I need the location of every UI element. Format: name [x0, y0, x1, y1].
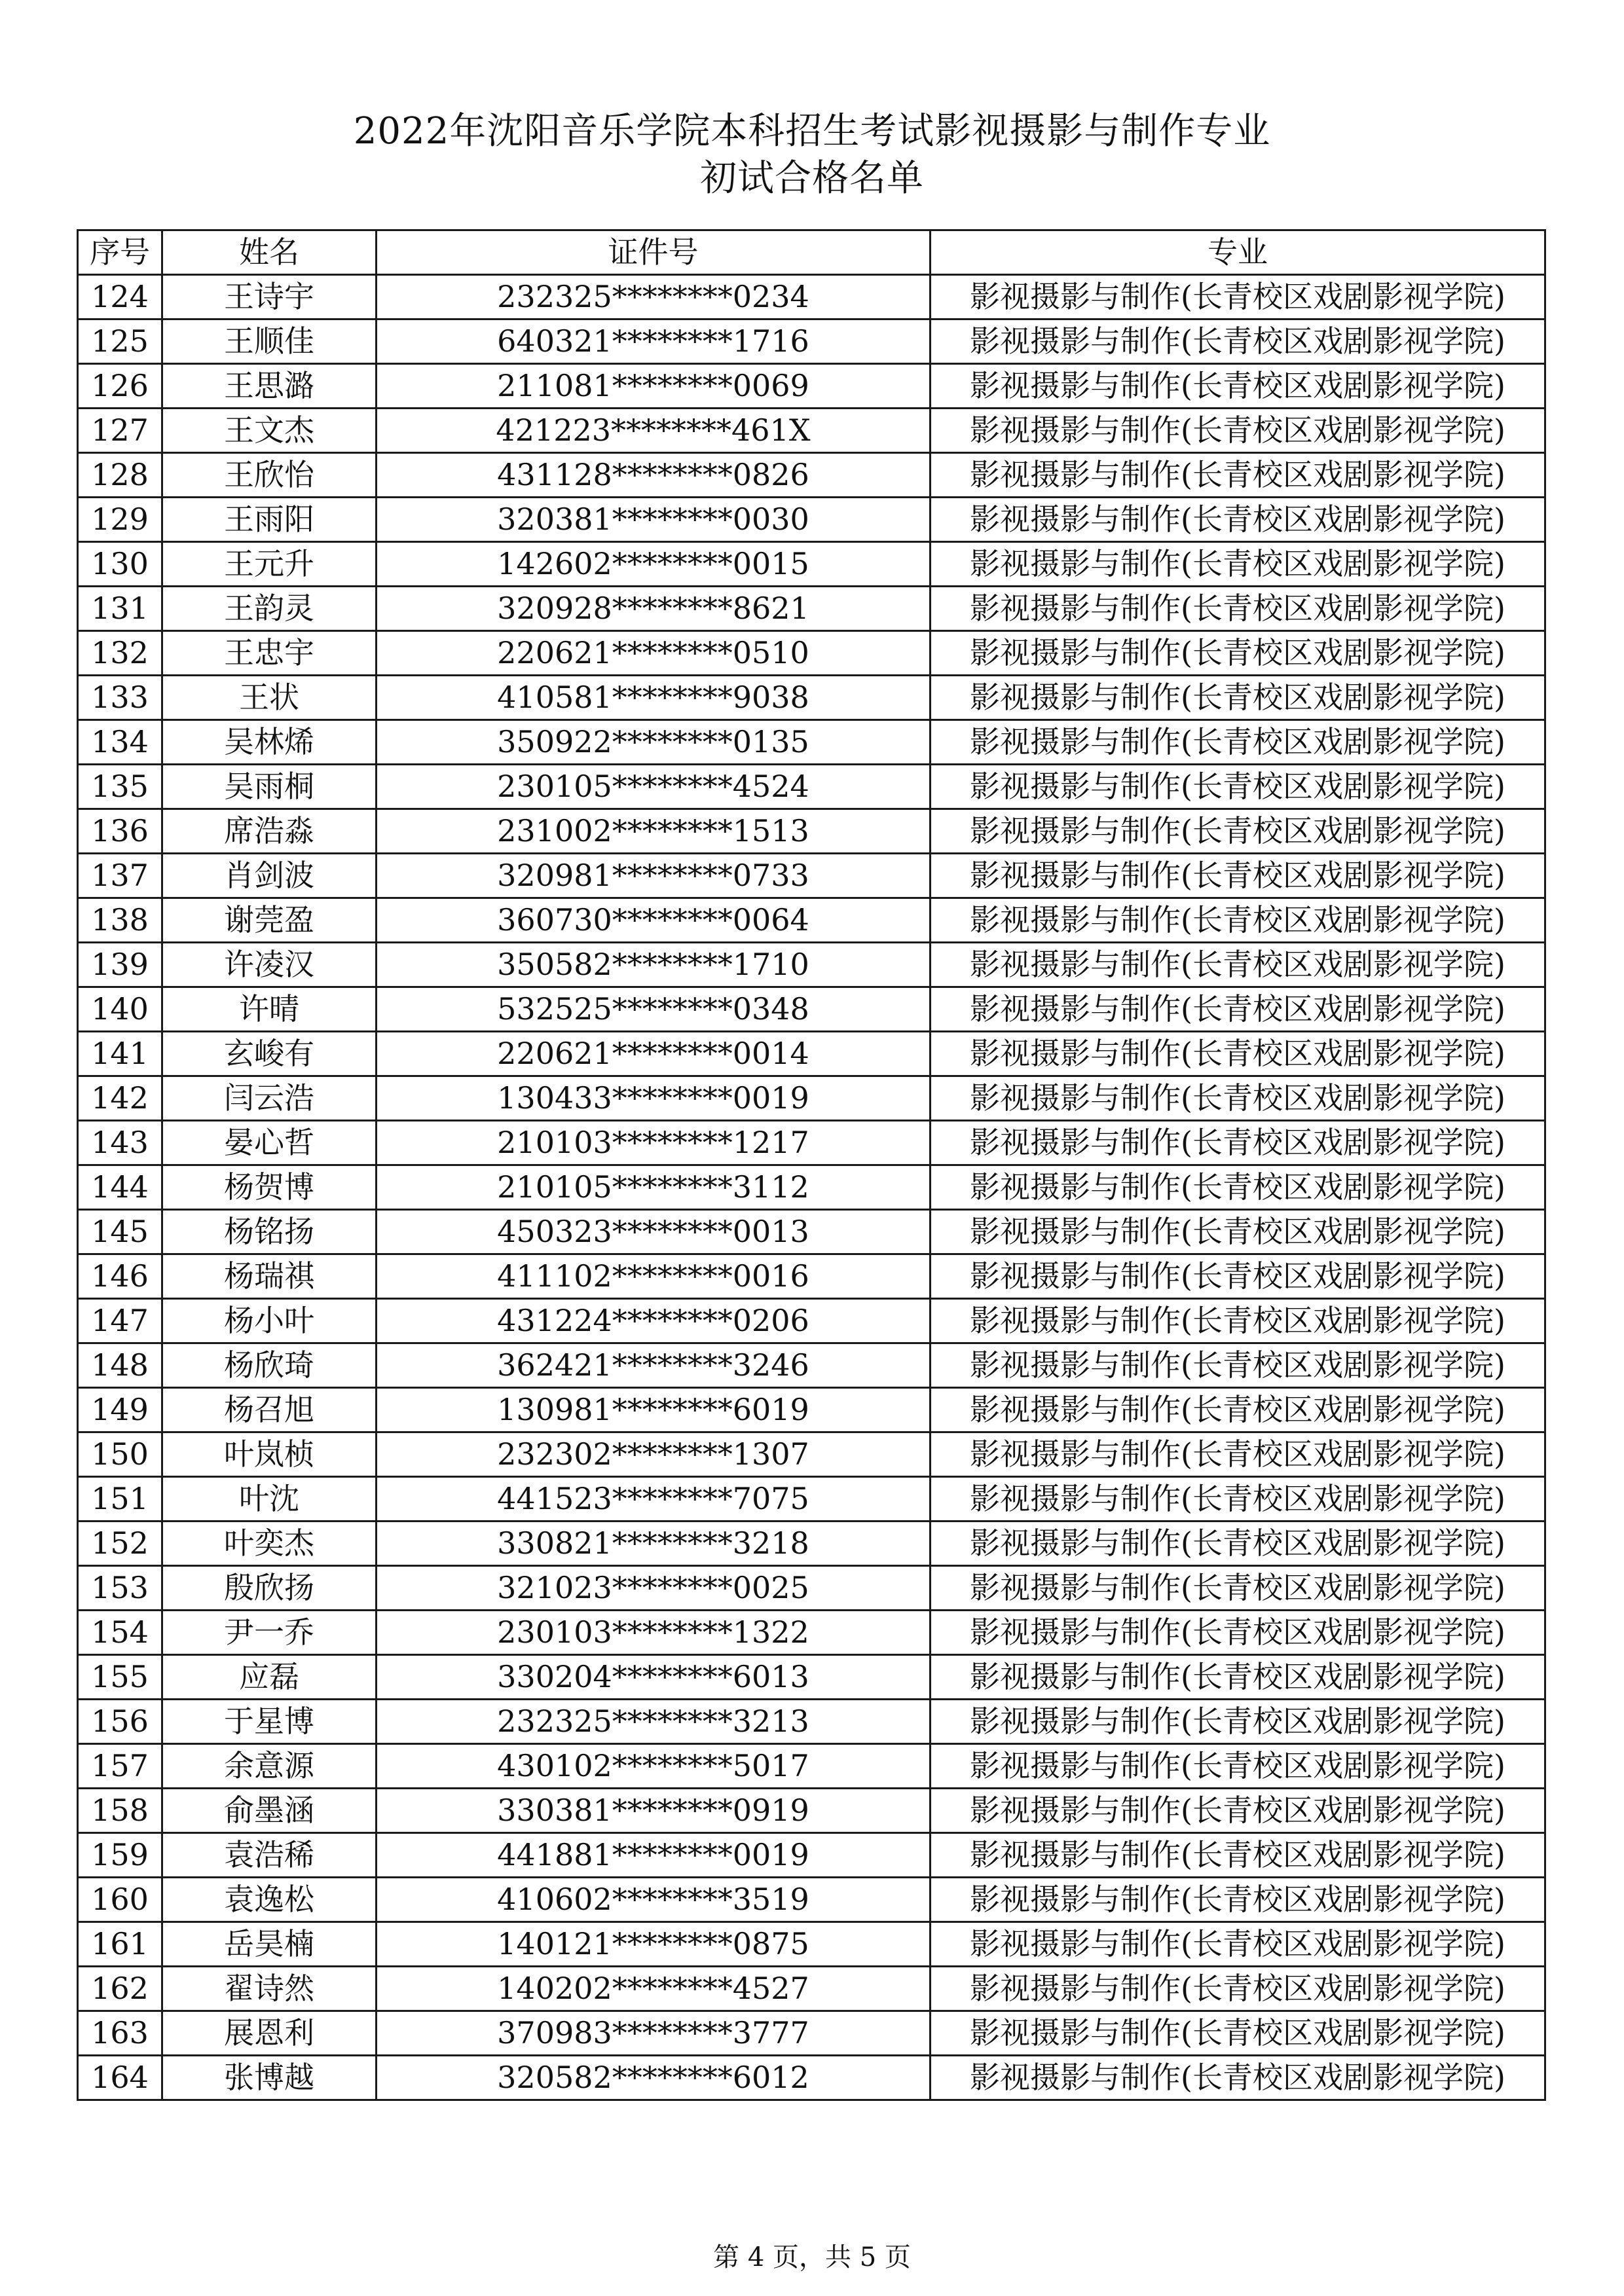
cell-name: 王诗宇 [162, 275, 377, 319]
cell-major: 影视摄影与制作(长青校区戏剧影视学院) [931, 631, 1545, 676]
cell-name: 晏心哲 [162, 1121, 377, 1165]
header-id-number: 证件号 [377, 230, 931, 275]
cell-name: 闫云浩 [162, 1076, 377, 1121]
cell-id-number: 430102********5017 [377, 1744, 931, 1789]
cell-name: 应磊 [162, 1655, 377, 1700]
cell-id-number: 421223********461X [377, 409, 931, 453]
cell-id-number: 330821********3218 [377, 1522, 931, 1566]
table-body [78, 275, 1545, 2100]
cell-name: 玄峻有 [162, 1032, 377, 1076]
cell-major: 影视摄影与制作(长青校区戏剧影视学院) [931, 898, 1545, 943]
cell-serial-number: 125 [78, 319, 162, 364]
table-row [78, 542, 1545, 587]
table-row [78, 2056, 1545, 2100]
table-row [78, 1165, 1545, 1210]
cell-name: 王韵灵 [162, 587, 377, 631]
cell-major: 影视摄影与制作(长青校区戏剧影视学院) [931, 2056, 1545, 2100]
cell-major: 影视摄影与制作(长青校区戏剧影视学院) [931, 1789, 1545, 1833]
cell-name: 王状 [162, 676, 377, 720]
cell-id-number: 640321********1716 [377, 319, 931, 364]
cell-serial-number: 136 [78, 809, 162, 854]
cell-major: 影视摄影与制作(长青校区戏剧影视学院) [931, 1477, 1545, 1522]
admission-list-table [77, 229, 1546, 2101]
table-row [78, 1210, 1545, 1254]
cell-serial-number: 146 [78, 1254, 162, 1299]
cell-serial-number: 138 [78, 898, 162, 943]
table-row [78, 1833, 1545, 1878]
cell-major: 影视摄影与制作(长青校区戏剧影视学院) [931, 1878, 1545, 1922]
cell-major: 影视摄影与制作(长青校区戏剧影视学院) [931, 1611, 1545, 1655]
cell-name: 王元升 [162, 542, 377, 587]
cell-name: 席浩淼 [162, 809, 377, 854]
table-row [78, 1700, 1545, 1744]
cell-name: 杨铭扬 [162, 1210, 377, 1254]
cell-id-number: 370983********3777 [377, 2011, 931, 2056]
cell-id-number: 320928********8621 [377, 587, 931, 631]
cell-serial-number: 142 [78, 1076, 162, 1121]
table-row [78, 1566, 1545, 1611]
table-row [78, 943, 1545, 987]
cell-name: 余意源 [162, 1744, 377, 1789]
cell-id-number: 431224********0206 [377, 1299, 931, 1343]
cell-name: 王雨阳 [162, 498, 377, 542]
cell-id-number: 130433********0019 [377, 1076, 931, 1121]
cell-major: 影视摄影与制作(长青校区戏剧影视学院) [931, 1744, 1545, 1789]
cell-name: 王欣怡 [162, 453, 377, 498]
cell-id-number: 362421********3246 [377, 1343, 931, 1388]
cell-serial-number: 141 [78, 1032, 162, 1076]
cell-name: 翟诗然 [162, 1967, 377, 2011]
cell-major: 影视摄影与制作(长青校区戏剧影视学院) [931, 453, 1545, 498]
cell-id-number: 232302********1307 [377, 1432, 931, 1477]
cell-name: 王文杰 [162, 409, 377, 453]
cell-major: 影视摄影与制作(长青校区戏剧影视学院) [931, 1967, 1545, 2011]
cell-name: 王忠宇 [162, 631, 377, 676]
cell-major: 影视摄影与制作(长青校区戏剧影视学院) [931, 1522, 1545, 1566]
cell-serial-number: 149 [78, 1388, 162, 1432]
document-subtitle: 初试合格名单 [700, 157, 924, 200]
cell-serial-number: 160 [78, 1878, 162, 1922]
cell-serial-number: 139 [78, 943, 162, 987]
table-row [78, 319, 1545, 364]
cell-serial-number: 143 [78, 1121, 162, 1165]
cell-serial-number: 144 [78, 1165, 162, 1210]
header-major: 专业 [931, 230, 1545, 275]
cell-name: 谢莞盈 [162, 898, 377, 943]
table-row [78, 1477, 1545, 1522]
table-row [78, 1343, 1545, 1388]
cell-major: 影视摄影与制作(长青校区戏剧影视学院) [931, 1700, 1545, 1744]
cell-serial-number: 137 [78, 854, 162, 898]
page-footer: 第 4 页，共 5 页 [713, 2242, 911, 2272]
cell-serial-number: 155 [78, 1655, 162, 1700]
cell-major: 影视摄影与制作(长青校区戏剧影视学院) [931, 275, 1545, 319]
table-row [78, 1878, 1545, 1922]
table-row [78, 1611, 1545, 1655]
cell-name: 杨小叶 [162, 1299, 377, 1343]
cell-major: 影视摄影与制作(长青校区戏剧影视学院) [931, 1922, 1545, 1967]
cell-serial-number: 126 [78, 364, 162, 409]
cell-id-number: 140202********4527 [377, 1967, 931, 2011]
cell-major: 影视摄影与制作(长青校区戏剧影视学院) [931, 587, 1545, 631]
table-row [78, 1032, 1545, 1076]
cell-serial-number: 127 [78, 409, 162, 453]
cell-serial-number: 128 [78, 453, 162, 498]
cell-id-number: 230103********1322 [377, 1611, 931, 1655]
cell-serial-number: 131 [78, 587, 162, 631]
cell-major: 影视摄影与制作(长青校区戏剧影视学院) [931, 1655, 1545, 1700]
cell-id-number: 320582********6012 [377, 2056, 931, 2100]
cell-name: 袁浩稀 [162, 1833, 377, 1878]
cell-major: 影视摄影与制作(长青校区戏剧影视学院) [931, 1299, 1545, 1343]
cell-name: 许晴 [162, 987, 377, 1032]
cell-serial-number: 159 [78, 1833, 162, 1878]
table-row [78, 765, 1545, 809]
cell-name: 杨欣琦 [162, 1343, 377, 1388]
table-row [78, 898, 1545, 943]
cell-id-number: 330204********6013 [377, 1655, 931, 1700]
cell-major: 影视摄影与制作(长青校区戏剧影视学院) [931, 1076, 1545, 1121]
table-row [78, 498, 1545, 542]
cell-major: 影视摄影与制作(长青校区戏剧影视学院) [931, 854, 1545, 898]
cell-id-number: 210105********3112 [377, 1165, 931, 1210]
cell-id-number: 211081********0069 [377, 364, 931, 409]
cell-id-number: 321023********0025 [377, 1566, 931, 1611]
cell-name: 叶岚桢 [162, 1432, 377, 1477]
cell-major: 影视摄影与制作(长青校区戏剧影视学院) [931, 1254, 1545, 1299]
cell-name: 吴林烯 [162, 720, 377, 765]
cell-id-number: 140121********0875 [377, 1922, 931, 1967]
table-row [78, 1922, 1545, 1967]
cell-name: 王思潞 [162, 364, 377, 409]
cell-major: 影视摄影与制作(长青校区戏剧影视学院) [931, 809, 1545, 854]
table-row [78, 1522, 1545, 1566]
cell-id-number: 410581********9038 [377, 676, 931, 720]
cell-serial-number: 153 [78, 1566, 162, 1611]
table-row [78, 1388, 1545, 1432]
table-row [78, 275, 1545, 319]
cell-id-number: 220621********0014 [377, 1032, 931, 1076]
cell-serial-number: 132 [78, 631, 162, 676]
cell-major: 影视摄影与制作(长青校区戏剧影视学院) [931, 1432, 1545, 1477]
table-row [78, 676, 1545, 720]
cell-serial-number: 151 [78, 1477, 162, 1522]
cell-major: 影视摄影与制作(长青校区戏剧影视学院) [931, 498, 1545, 542]
cell-major: 影视摄影与制作(长青校区戏剧影视学院) [931, 1165, 1545, 1210]
table-header-row [78, 230, 1545, 275]
cell-name: 吴雨桐 [162, 765, 377, 809]
cell-serial-number: 156 [78, 1700, 162, 1744]
cell-serial-number: 162 [78, 1967, 162, 2011]
cell-id-number: 441881********0019 [377, 1833, 931, 1878]
cell-major: 影视摄影与制作(长青校区戏剧影视学院) [931, 943, 1545, 987]
cell-name: 肖剑波 [162, 854, 377, 898]
cell-serial-number: 163 [78, 2011, 162, 2056]
cell-id-number: 431128********0826 [377, 453, 931, 498]
cell-serial-number: 150 [78, 1432, 162, 1477]
cell-name: 杨召旭 [162, 1388, 377, 1432]
cell-major: 影视摄影与制作(长青校区戏剧影视学院) [931, 720, 1545, 765]
cell-serial-number: 152 [78, 1522, 162, 1566]
cell-name: 许凌汉 [162, 943, 377, 987]
cell-major: 影视摄影与制作(长青校区戏剧影视学院) [931, 1032, 1545, 1076]
cell-id-number: 232325********3213 [377, 1700, 931, 1744]
cell-name: 袁逸松 [162, 1878, 377, 1922]
cell-serial-number: 158 [78, 1789, 162, 1833]
cell-major: 影视摄影与制作(长青校区戏剧影视学院) [931, 364, 1545, 409]
cell-name: 杨贺博 [162, 1165, 377, 1210]
table-row [78, 453, 1545, 498]
cell-serial-number: 164 [78, 2056, 162, 2100]
cell-name: 展恩利 [162, 2011, 377, 2056]
table-row [78, 1432, 1545, 1477]
cell-id-number: 232325********0234 [377, 275, 931, 319]
cell-major: 影视摄影与制作(长青校区戏剧影视学院) [931, 319, 1545, 364]
cell-major: 影视摄影与制作(长青校区戏剧影视学院) [931, 2011, 1545, 2056]
cell-id-number: 142602********0015 [377, 542, 931, 587]
cell-serial-number: 129 [78, 498, 162, 542]
cell-serial-number: 135 [78, 765, 162, 809]
table-row [78, 587, 1545, 631]
cell-name: 叶沈 [162, 1477, 377, 1522]
cell-id-number: 330381********0919 [377, 1789, 931, 1833]
cell-serial-number: 140 [78, 987, 162, 1032]
table-row [78, 987, 1545, 1032]
cell-serial-number: 154 [78, 1611, 162, 1655]
cell-id-number: 450323********0013 [377, 1210, 931, 1254]
cell-name: 于星博 [162, 1700, 377, 1744]
cell-id-number: 320981********0733 [377, 854, 931, 898]
cell-id-number: 360730********0064 [377, 898, 931, 943]
table-row [78, 854, 1545, 898]
header-name: 姓名 [162, 230, 377, 275]
table-row [78, 1299, 1545, 1343]
cell-serial-number: 130 [78, 542, 162, 587]
cell-serial-number: 145 [78, 1210, 162, 1254]
table-row [78, 1744, 1545, 1789]
cell-major: 影视摄影与制作(长青校区戏剧影视学院) [931, 1121, 1545, 1165]
table-row [78, 631, 1545, 676]
cell-serial-number: 161 [78, 1922, 162, 1967]
table-row [78, 2011, 1545, 2056]
table-row [78, 1967, 1545, 2011]
cell-major: 影视摄影与制作(长青校区戏剧影视学院) [931, 409, 1545, 453]
cell-major: 影视摄影与制作(长青校区戏剧影视学院) [931, 542, 1545, 587]
cell-name: 殷欣扬 [162, 1566, 377, 1611]
cell-id-number: 130981********6019 [377, 1388, 931, 1432]
cell-serial-number: 134 [78, 720, 162, 765]
cell-id-number: 411102********0016 [377, 1254, 931, 1299]
cell-serial-number: 124 [78, 275, 162, 319]
table-row [78, 1121, 1545, 1165]
header-serial-number: 序号 [78, 230, 162, 275]
cell-major: 影视摄影与制作(长青校区戏剧影视学院) [931, 676, 1545, 720]
cell-serial-number: 157 [78, 1744, 162, 1789]
cell-serial-number: 133 [78, 676, 162, 720]
cell-major: 影视摄影与制作(长青校区戏剧影视学院) [931, 765, 1545, 809]
table-row [78, 1254, 1545, 1299]
cell-major: 影视摄影与制作(长青校区戏剧影视学院) [931, 987, 1545, 1032]
cell-name: 叶奕杰 [162, 1522, 377, 1566]
cell-serial-number: 147 [78, 1299, 162, 1343]
document-title: 2022年沈阳音乐学院本科招生考试影视摄影与制作专业 [353, 110, 1271, 153]
cell-name: 杨瑞祺 [162, 1254, 377, 1299]
cell-id-number: 410602********3519 [377, 1878, 931, 1922]
table-row [78, 720, 1545, 765]
cell-id-number: 441523********7075 [377, 1477, 931, 1522]
table-row [78, 1076, 1545, 1121]
cell-id-number: 320381********0030 [377, 498, 931, 542]
cell-major: 影视摄影与制作(长青校区戏剧影视学院) [931, 1343, 1545, 1388]
cell-id-number: 210103********1217 [377, 1121, 931, 1165]
cell-major: 影视摄影与制作(长青校区戏剧影视学院) [931, 1566, 1545, 1611]
cell-id-number: 350582********1710 [377, 943, 931, 987]
cell-name: 尹一乔 [162, 1611, 377, 1655]
cell-id-number: 220621********0510 [377, 631, 931, 676]
cell-serial-number: 148 [78, 1343, 162, 1388]
table-row [78, 364, 1545, 409]
cell-id-number: 350922********0135 [377, 720, 931, 765]
table-row [78, 1655, 1545, 1700]
table-row [78, 809, 1545, 854]
cell-major: 影视摄影与制作(长青校区戏剧影视学院) [931, 1833, 1545, 1878]
cell-name: 俞墨涵 [162, 1789, 377, 1833]
cell-major: 影视摄影与制作(长青校区戏剧影视学院) [931, 1210, 1545, 1254]
cell-id-number: 230105********4524 [377, 765, 931, 809]
cell-major: 影视摄影与制作(长青校区戏剧影视学院) [931, 1388, 1545, 1432]
cell-name: 王顺佳 [162, 319, 377, 364]
cell-id-number: 532525********0348 [377, 987, 931, 1032]
cell-name: 张博越 [162, 2056, 377, 2100]
cell-id-number: 231002********1513 [377, 809, 931, 854]
table-row [78, 409, 1545, 453]
table-row [78, 1789, 1545, 1833]
cell-name: 岳昊楠 [162, 1922, 377, 1967]
